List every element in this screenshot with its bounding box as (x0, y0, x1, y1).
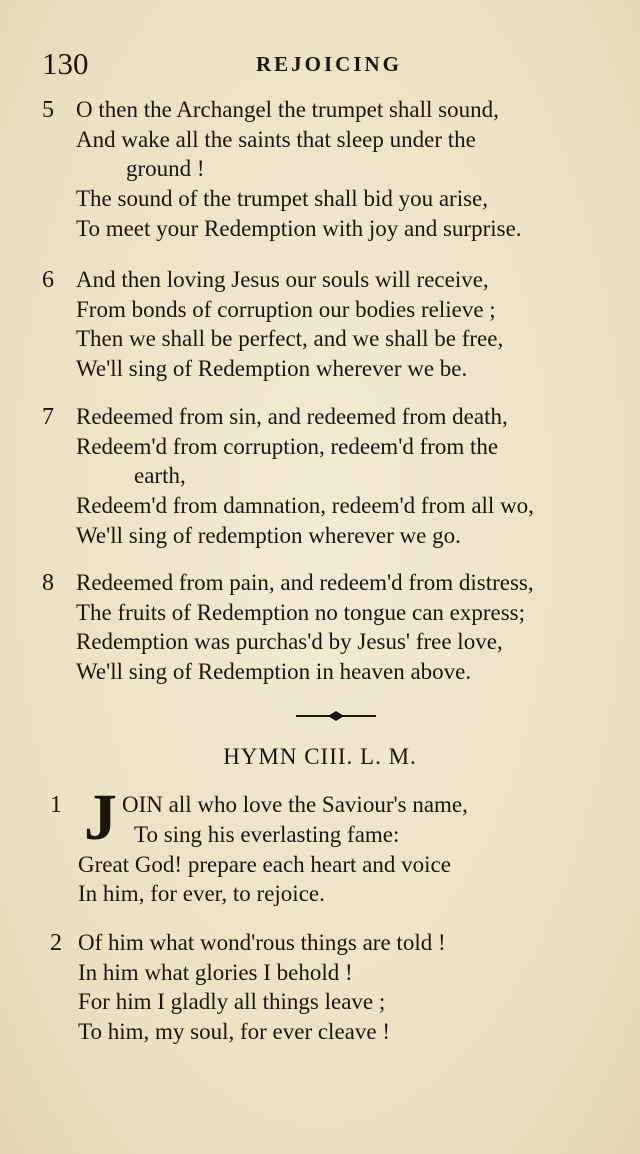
verse-line: Redeemed from pain, and redeem'd from distress, (76, 570, 534, 595)
verse-number: 6 (42, 267, 54, 293)
verse-number: 8 (42, 570, 54, 596)
verse-line: From bonds of corruption our bodies relieve ; (76, 297, 496, 322)
verse-line: To him, my soul, for ever cleave ! (78, 1019, 390, 1044)
verse-line-continued: earth, (134, 463, 186, 488)
verse-number: 5 (42, 97, 54, 123)
verse-line: And then loving Jesus our souls will receive, (76, 267, 489, 292)
verse-line: The fruits of Redemption no tongue can express; (76, 600, 526, 625)
running-title: REJOICING (256, 52, 403, 76)
verse-line: To sing his everlasting fame: (134, 822, 400, 847)
page-number: 130 (42, 46, 89, 81)
verse-line: The sound of the trumpet shall bid you arise, (76, 186, 489, 211)
verse-line: We'll sing of redemption wherever we go. (76, 523, 461, 548)
hymn-title: HYMN CIII. L. M. (223, 744, 417, 769)
verse-line: To meet your Redemption with joy and surprise. (76, 216, 522, 241)
verse-line: Redemption was purchas'd by Jesus' free love, (76, 629, 503, 654)
verse-line: Of him what wond'rous things are told ! (78, 930, 446, 955)
verse-line: In him, for ever, to rejoice. (78, 881, 325, 906)
verse-line: In him what glories I behold ! (78, 960, 353, 985)
verse-line: Redeem'd from corruption, redeem'd from the (76, 434, 499, 459)
verse-number: 7 (42, 404, 54, 430)
ornament-divider (296, 710, 376, 722)
verse-number: 1 (50, 792, 62, 818)
verse-line: We'll sing of Redemption wherever we be. (76, 356, 468, 381)
verse-line: Great God! prepare each heart and voice (78, 852, 451, 877)
verse-line: Redeemed from sin, and redeemed from death, (76, 404, 508, 429)
verse-line: We'll sing of Redemption in heaven above. (76, 659, 472, 684)
verse-line: And wake all the saints that sleep under the (76, 127, 476, 152)
verse-line: OIN all who love the Saviour's name, (122, 792, 468, 817)
page-header (0, 44, 640, 84)
verse-number: 2 (50, 930, 62, 956)
drop-cap: J (84, 781, 117, 854)
verse-line: For him I gladly all things leave ; (78, 989, 386, 1014)
verse-line: O then the Archangel the trumpet shall sound, (76, 97, 499, 122)
verse-line: Redeem'd from damnation, redeem'd from all wo, (76, 493, 534, 518)
verse-line: Then we shall be perfect, and we shall be free, (76, 326, 504, 351)
verse-line-continued: ground ! (126, 156, 205, 181)
